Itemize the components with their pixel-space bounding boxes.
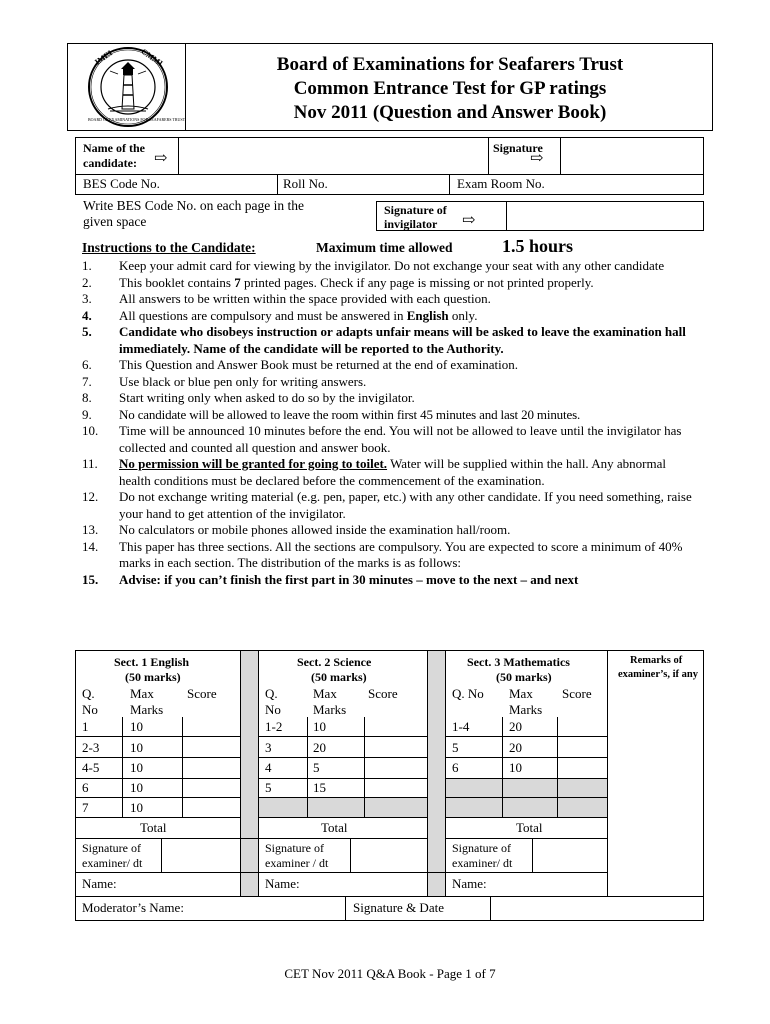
- table-line: [307, 717, 308, 817]
- sect2-q: 1-2: [265, 719, 283, 734]
- sect1-q: 2-3: [82, 740, 100, 755]
- table-line: [445, 650, 446, 896]
- sect3-signature-field[interactable]: [534, 839, 606, 871]
- sect3-max: 10: [509, 760, 522, 775]
- instruction-item: 15. Advise: if you can’t finish the first part in 30 minutes – move to the next – and next: [82, 571, 579, 587]
- sect1-signature-field[interactable]: [163, 839, 239, 871]
- sect2-total-label: Total: [321, 820, 348, 835]
- sect1-q: 6: [82, 780, 89, 795]
- sect1-max: 10: [130, 800, 143, 815]
- name-label-line-2: candidate:: [83, 156, 137, 170]
- table-line: [122, 717, 123, 817]
- sect3-name-label: Name:: [452, 876, 487, 891]
- sect1-max: 10: [130, 780, 143, 795]
- sect1-total-field[interactable]: [183, 818, 239, 837]
- sect3-sig-label-2: examiner/ dt: [452, 856, 513, 870]
- table-line: [240, 650, 241, 896]
- sect3-q: 5: [452, 740, 459, 755]
- instruction-item: 9. No candidate will be allowed to leave the room within first 45 minutes and last 20 minutes.: [82, 406, 581, 422]
- sect1-q: 7: [82, 800, 89, 815]
- sect3-sig-label: Signature of: [452, 841, 511, 855]
- logo-seal: [80, 45, 186, 129]
- instruction-item: 8. Start writing only when asked to do so by the invigilator.: [82, 390, 415, 405]
- sect2-col-q: Q.: [265, 686, 278, 701]
- sect1-max: 10: [130, 740, 143, 755]
- signature-date-label: Signature & Date: [353, 900, 444, 915]
- arrow-right-icon: ⇨: [462, 212, 476, 229]
- roll-no-field[interactable]: [340, 175, 447, 194]
- remarks-label-line-2: examiner’s, if any: [618, 669, 698, 680]
- invigilator-label-line-1: Signature of: [384, 203, 447, 217]
- sect2-q: 4: [265, 760, 272, 775]
- sect1-col-max-2: Marks: [130, 702, 164, 717]
- sect1-max: 10: [130, 760, 143, 775]
- roll-no-label: Roll No.: [283, 176, 328, 191]
- roll-divider: [277, 174, 278, 195]
- bes-code-field[interactable]: [170, 175, 275, 194]
- instruction-item: 10. Time will be announced 10 minutes before the end. You will not be allowed to leave until the invigilator has collected and counted all question and answer book.: [82, 423, 682, 455]
- remarks-label-line-1: Remarks of: [630, 655, 683, 666]
- title-line-3: Nov 2011 (Question and Answer Book): [293, 102, 607, 123]
- instruction-item: 13. No calculators or mobile phones allowed inside the examination hall/room.: [82, 522, 511, 537]
- sect3-max: 20: [509, 740, 522, 755]
- sect3-col-q: Q. No: [452, 686, 484, 701]
- room-divider: [449, 174, 450, 195]
- instructions-heading: Instructions to the Candidate:: [82, 240, 256, 255]
- invigilator-label-line-2: invigilator: [384, 217, 438, 231]
- sect2-max: 15: [313, 780, 326, 795]
- sect1-name-label: Name:: [82, 876, 117, 891]
- signature-label: Signature: [493, 141, 543, 155]
- candidate-signature-field[interactable]: [562, 138, 702, 173]
- instruction-item: 3. All answers to be written within the space provided with each question.: [82, 291, 491, 306]
- signature-value-divider: [560, 137, 561, 174]
- logo-top-left-text: IMEI: [93, 48, 114, 67]
- page-footer: CET Nov 2011 Q&A Book - Page 1 of 7: [284, 966, 496, 981]
- table-line: [258, 650, 259, 896]
- sect1-max: 10: [130, 719, 143, 734]
- sect3-marks: (50 marks): [496, 670, 552, 684]
- sect1-sig-label-2: examiner/ dt: [82, 856, 143, 870]
- instruction-item: 7. Use black or blue pen only for writing answers.: [82, 373, 367, 389]
- instruction-item: 6. This Question and Answer Book must be returned at the end of examination.: [82, 357, 518, 372]
- invigilator-divider: [506, 201, 507, 231]
- arrow-right-icon: ⇨: [154, 150, 168, 167]
- exam-room-field[interactable]: [556, 175, 702, 194]
- title-line-2: Common Entrance Test for GP ratings: [293, 78, 607, 99]
- max-time-label: Maximum time allowed: [316, 240, 453, 255]
- sect2-max: 5: [313, 760, 320, 775]
- sect2-col-max: Max: [313, 686, 337, 701]
- instruction-item: 4. All questions are compulsory and must be answered in English only.: [82, 307, 478, 323]
- sect2-max: 10: [313, 719, 326, 734]
- sect1-score-field[interactable]: [183, 718, 239, 816]
- header-divider: [185, 43, 186, 131]
- write-bes-line-1: Write BES Code No. on each page in the: [83, 198, 305, 213]
- sect2-sig-label: Signature of: [265, 841, 324, 855]
- instruction-item: 12. Do not exchange writing material (e.g. pen, paper, etc.) with any other candidate. If you need something, raise your hand to get attention of the invigilator.: [82, 489, 692, 521]
- sect3-score-field[interactable]: [558, 718, 606, 777]
- sect1-total-label: Total: [140, 820, 167, 835]
- sect3-title: Sect. 3 Mathematics: [467, 655, 570, 669]
- table-line: [490, 896, 491, 921]
- sect3-total-label: Total: [516, 820, 543, 835]
- sect2-sig-label-2: examiner / dt: [265, 856, 329, 870]
- sect2-signature-field[interactable]: [352, 839, 426, 871]
- sect2-max: 20: [313, 740, 326, 755]
- moderator-signature-field[interactable]: [492, 897, 702, 920]
- sect1-q: 1: [82, 719, 89, 734]
- sect2-name-label: Name:: [265, 876, 300, 891]
- instruction-item: 2. This booklet contains 7 printed pages. Check if any page is missing or not printed properly.: [82, 274, 594, 290]
- remarks-field[interactable]: [609, 684, 703, 894]
- table-line: [445, 797, 607, 798]
- arrow-right-icon: ⇨: [530, 150, 544, 167]
- table-line: [427, 650, 428, 896]
- sect2-col-q-2: No: [265, 702, 281, 717]
- sect3-total-field[interactable]: [558, 818, 606, 837]
- table-line: [445, 778, 607, 779]
- sect3-q: 6: [452, 760, 459, 775]
- max-time-value: 1.5 hours: [502, 236, 574, 256]
- sect3-col-score: Score: [562, 686, 592, 701]
- moderator-name-field[interactable]: [210, 897, 344, 920]
- sect1-sig-label: Signature of: [82, 841, 141, 855]
- instructions-list: [82, 258, 692, 588]
- signature-field-divider: [488, 137, 489, 174]
- table-line: [345, 896, 346, 921]
- table-line: [75, 872, 607, 873]
- name-label-line-1: Name of the: [83, 141, 145, 155]
- instruction-item: 11. No permission will be granted for going to toilet. Water will be supplied within the hall. Any abnormal health conditions must be declared before the commencement of the examination.: [82, 456, 666, 488]
- sect2-col-score: Score: [368, 686, 398, 701]
- sect1-marks: (50 marks): [125, 670, 181, 684]
- sect1-q: 4-5: [82, 760, 100, 775]
- moderator-label: Moderator’s Name:: [82, 900, 184, 915]
- name-field-divider: [178, 137, 179, 174]
- sect1-col-q-2: No: [82, 702, 98, 717]
- sect2-col-max-2: Marks: [313, 702, 347, 717]
- logo-top-right-text: CMMI: [139, 46, 165, 69]
- table-line: [350, 838, 351, 872]
- sect3-col-max: Max: [509, 686, 533, 701]
- sect1-title: Sect. 1 English: [114, 655, 190, 669]
- sect3-max: 20: [509, 719, 522, 734]
- logo-ring-text: BOARD OF EXAMINATIONS FOR SEAFARERS TRUST: [88, 117, 186, 122]
- sect3-col-max-2: Marks: [509, 702, 543, 717]
- table-line: [607, 650, 608, 896]
- sect2-marks: (50 marks): [311, 670, 367, 684]
- sect2-title: Sect. 2 Science: [297, 655, 372, 669]
- bes-code-label: BES Code No.: [83, 176, 160, 191]
- title-line-1: Board of Examinations for Seafarers Trust: [276, 54, 624, 75]
- table-line: [532, 838, 533, 872]
- sect1-col-max: Max: [130, 686, 154, 701]
- table-line: [258, 797, 427, 798]
- sect2-q: 5: [265, 780, 272, 795]
- instruction-item: 14. This paper has three sections. All the sections are compulsory. You are expected to score a minimum of 40% marks in each section. The distribution of the marks is as follows:: [82, 538, 683, 570]
- table-line: [502, 717, 503, 817]
- invigilator-signature-field[interactable]: [508, 202, 702, 230]
- sect1-col-score: Score: [187, 686, 217, 701]
- sect2-score-field[interactable]: [365, 718, 426, 796]
- sect1-col-q: Q.: [82, 686, 95, 701]
- sect2-total-field[interactable]: [365, 818, 426, 837]
- table-line: [161, 838, 162, 872]
- sect2-q: 3: [265, 740, 272, 755]
- write-bes-line-2: given space: [83, 214, 147, 229]
- instruction-item: 1. Keep your admit card for viewing by the invigilator. Do not exchange your seat with any other candidate: [82, 258, 665, 273]
- instruction-item: 5. Candidate who disobeys instruction or adapts unfair means will be asked to leave the examination hall immediately. Name of the candidate will be reported to the Authority.: [82, 324, 686, 356]
- candidate-name-field[interactable]: [180, 138, 486, 173]
- sect3-q: 1-4: [452, 719, 470, 734]
- exam-room-label: Exam Room No.: [457, 176, 545, 191]
